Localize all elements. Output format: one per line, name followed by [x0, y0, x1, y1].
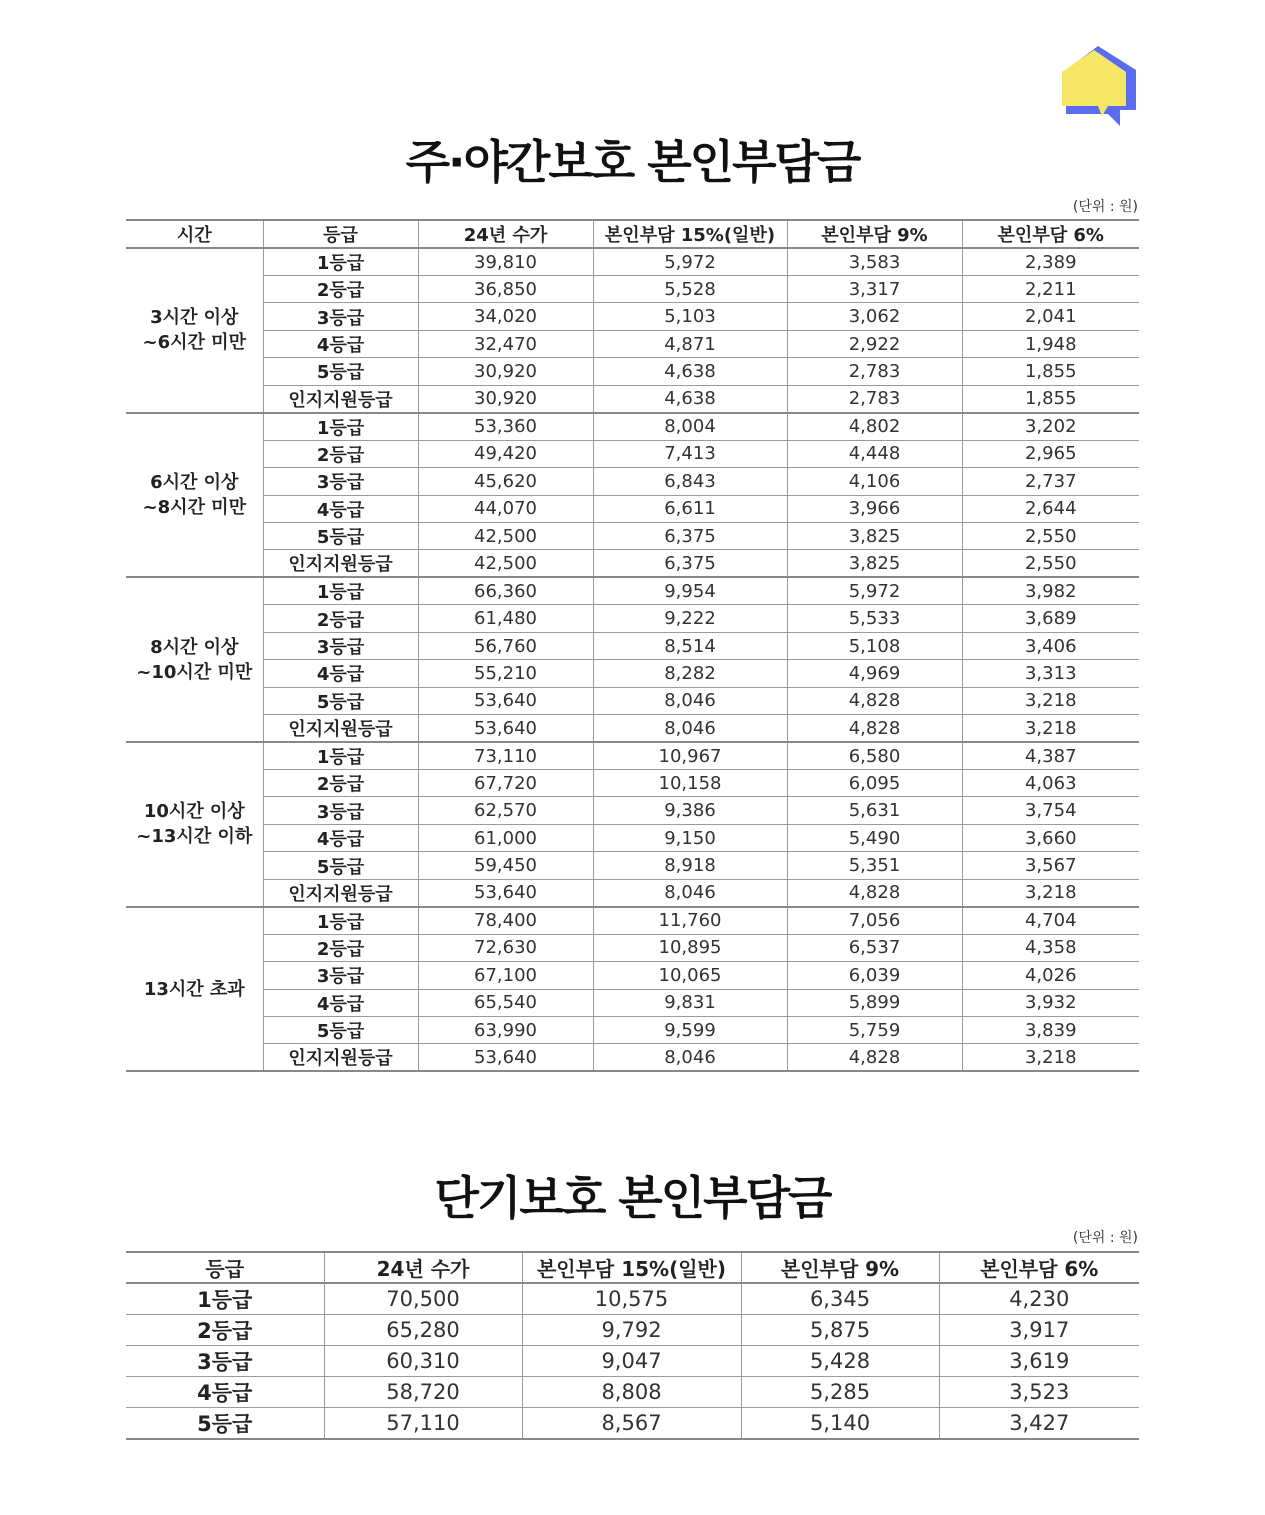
column-header: 본인부담 15%(일반)	[522, 1252, 741, 1283]
value-cell: 3,689	[962, 605, 1139, 632]
value-cell: 3,567	[962, 852, 1139, 879]
grade-cell: 3등급	[263, 797, 418, 824]
value-cell: 3,218	[962, 687, 1139, 714]
value-cell: 4,828	[787, 687, 962, 714]
table-row	[126, 962, 1139, 989]
grade-cell: 4등급	[126, 1377, 324, 1408]
table-row	[126, 522, 1139, 549]
grade-cell: 4등급	[263, 824, 418, 851]
value-cell: 5,875	[741, 1315, 939, 1346]
value-cell: 5,899	[787, 989, 962, 1016]
grade-cell: 5등급	[263, 522, 418, 549]
table-row	[126, 303, 1139, 330]
value-cell: 5,533	[787, 605, 962, 632]
value-cell: 5,103	[593, 303, 787, 330]
value-cell: 3,202	[962, 413, 1139, 441]
table-row	[126, 385, 1139, 413]
value-cell: 4,828	[787, 879, 962, 907]
table-row	[126, 797, 1139, 824]
value-cell: 2,737	[962, 468, 1139, 495]
value-cell: 6,537	[787, 934, 962, 961]
value-cell: 53,640	[418, 879, 593, 907]
value-cell: 11,760	[593, 907, 787, 935]
value-cell: 8,046	[593, 715, 787, 743]
value-cell: 8,808	[522, 1377, 741, 1408]
value-cell: 39,810	[418, 248, 593, 276]
grade-cell: 2등급	[263, 770, 418, 797]
grade-cell: 4등급	[263, 660, 418, 687]
value-cell: 4,969	[787, 660, 962, 687]
table-row	[126, 495, 1139, 522]
value-cell: 53,640	[418, 687, 593, 714]
value-cell: 2,389	[962, 248, 1139, 276]
value-cell: 4,026	[962, 962, 1139, 989]
table-row	[126, 742, 1139, 770]
value-cell: 3,218	[962, 879, 1139, 907]
value-cell: 8,046	[593, 687, 787, 714]
value-cell: 61,000	[418, 824, 593, 851]
value-cell: 53,360	[418, 413, 593, 441]
value-cell: 5,428	[741, 1346, 939, 1377]
grade-cell: 1등급	[126, 1283, 324, 1315]
table-row	[126, 330, 1139, 357]
grade-cell: 2등급	[263, 440, 418, 467]
value-cell: 72,630	[418, 934, 593, 961]
value-cell: 4,358	[962, 934, 1139, 961]
value-cell: 3,523	[939, 1377, 1139, 1408]
grade-cell: 3등급	[126, 1346, 324, 1377]
value-cell: 5,528	[593, 276, 787, 303]
value-cell: 67,720	[418, 770, 593, 797]
table-row	[126, 934, 1139, 961]
value-cell: 8,514	[593, 632, 787, 659]
value-cell: 8,004	[593, 413, 787, 441]
value-cell: 6,611	[593, 495, 787, 522]
day-night-copay-table	[126, 219, 1139, 1072]
value-cell: 56,760	[418, 632, 593, 659]
value-cell: 4,704	[962, 907, 1139, 935]
column-header: 본인부담 6%	[939, 1252, 1139, 1283]
value-cell: 3,917	[939, 1315, 1139, 1346]
grade-cell: 5등급	[263, 687, 418, 714]
value-cell: 9,150	[593, 824, 787, 851]
grade-cell: 2등급	[263, 605, 418, 632]
value-cell: 63,990	[418, 1017, 593, 1044]
value-cell: 57,110	[324, 1408, 522, 1440]
table-row	[126, 1346, 1139, 1377]
time-range-label: 13시간 초과	[126, 907, 263, 1072]
value-cell: 30,920	[418, 385, 593, 413]
value-cell: 3,754	[962, 797, 1139, 824]
unit-label: (단위 : 원)	[1072, 199, 1138, 215]
time-range-label: 6시간 이상 ~8시간 미만	[126, 413, 263, 578]
value-cell: 2,550	[962, 550, 1139, 578]
table-row	[126, 413, 1139, 441]
grade-cell: 1등급	[263, 413, 418, 441]
value-cell: 6,375	[593, 550, 787, 578]
value-cell: 3,583	[787, 248, 962, 276]
time-range-label: 8시간 이상 ~10시간 미만	[126, 577, 263, 742]
value-cell: 3,427	[939, 1408, 1139, 1440]
table-row	[126, 1377, 1139, 1408]
grade-cell: 5등급	[126, 1408, 324, 1440]
value-cell: 9,386	[593, 797, 787, 824]
value-cell: 78,400	[418, 907, 593, 935]
value-cell: 2,783	[787, 358, 962, 385]
value-cell: 53,640	[418, 715, 593, 743]
value-cell: 60,310	[324, 1346, 522, 1377]
table-row	[126, 907, 1139, 935]
value-cell: 3,982	[962, 577, 1139, 605]
value-cell: 10,895	[593, 934, 787, 961]
value-cell: 8,918	[593, 852, 787, 879]
value-cell: 1,855	[962, 385, 1139, 413]
table-row	[126, 660, 1139, 687]
value-cell: 3,966	[787, 495, 962, 522]
table-header-row	[126, 220, 1139, 248]
value-cell: 42,500	[418, 522, 593, 549]
value-cell: 2,922	[787, 330, 962, 357]
table-row	[126, 770, 1139, 797]
value-cell: 4,638	[593, 385, 787, 413]
value-cell: 8,046	[593, 1044, 787, 1072]
value-cell: 4,230	[939, 1283, 1139, 1315]
house-speech-bubble-icon	[1058, 40, 1142, 132]
value-cell: 3,406	[962, 632, 1139, 659]
grade-cell: 4등급	[263, 495, 418, 522]
value-cell: 4,387	[962, 742, 1139, 770]
grade-cell: 3등급	[263, 632, 418, 659]
value-cell: 5,108	[787, 632, 962, 659]
value-cell: 10,158	[593, 770, 787, 797]
value-cell: 3,660	[962, 824, 1139, 851]
grade-cell: 3등급	[263, 468, 418, 495]
column-header: 24년 수가	[418, 220, 593, 248]
value-cell: 4,871	[593, 330, 787, 357]
table-row	[126, 852, 1139, 879]
column-header: 본인부담 6%	[962, 220, 1139, 248]
value-cell: 49,420	[418, 440, 593, 467]
day-night-care-title: 주·야간보호 본인부담금	[405, 135, 860, 189]
value-cell: 2,783	[787, 385, 962, 413]
grade-cell: 5등급	[263, 358, 418, 385]
table-row	[126, 605, 1139, 632]
value-cell: 42,500	[418, 550, 593, 578]
grade-cell: 1등급	[263, 742, 418, 770]
value-cell: 1,855	[962, 358, 1139, 385]
table-row	[126, 276, 1139, 303]
column-header: 등급	[263, 220, 418, 248]
table-row	[126, 632, 1139, 659]
value-cell: 2,211	[962, 276, 1139, 303]
value-cell: 53,640	[418, 1044, 593, 1072]
table-row	[126, 468, 1139, 495]
value-cell: 32,470	[418, 330, 593, 357]
value-cell: 65,280	[324, 1315, 522, 1346]
value-cell: 9,954	[593, 577, 787, 605]
value-cell: 66,360	[418, 577, 593, 605]
time-range-label: 10시간 이상 ~13시간 이하	[126, 742, 263, 907]
grade-cell: 인지지원등급	[263, 879, 418, 907]
grade-cell: 4등급	[263, 330, 418, 357]
value-cell: 34,020	[418, 303, 593, 330]
value-cell: 36,850	[418, 276, 593, 303]
value-cell: 4,638	[593, 358, 787, 385]
grade-cell: 인지지원등급	[263, 550, 418, 578]
table-row	[126, 577, 1139, 605]
column-header: 등급	[126, 1252, 324, 1283]
value-cell: 4,828	[787, 715, 962, 743]
value-cell: 5,285	[741, 1377, 939, 1408]
value-cell: 4,106	[787, 468, 962, 495]
grade-cell: 2등급	[263, 934, 418, 961]
value-cell: 2,965	[962, 440, 1139, 467]
table-row	[126, 1408, 1139, 1440]
value-cell: 44,070	[418, 495, 593, 522]
short-term-care-title: 단기보호 본인부담금	[434, 1171, 831, 1225]
value-cell: 9,222	[593, 605, 787, 632]
value-cell: 3,839	[962, 1017, 1139, 1044]
value-cell: 9,831	[593, 989, 787, 1016]
column-header: 본인부담 9%	[787, 220, 962, 248]
grade-cell: 인지지원등급	[263, 385, 418, 413]
value-cell: 9,792	[522, 1315, 741, 1346]
value-cell: 10,967	[593, 742, 787, 770]
grade-cell: 2등급	[126, 1315, 324, 1346]
value-cell: 6,375	[593, 522, 787, 549]
value-cell: 61,480	[418, 605, 593, 632]
value-cell: 9,599	[593, 1017, 787, 1044]
value-cell: 3,825	[787, 550, 962, 578]
table-row	[126, 687, 1139, 714]
value-cell: 10,065	[593, 962, 787, 989]
value-cell: 55,210	[418, 660, 593, 687]
table-row	[126, 989, 1139, 1016]
value-cell: 2,041	[962, 303, 1139, 330]
grade-cell: 1등급	[263, 907, 418, 935]
grade-cell: 1등급	[263, 248, 418, 276]
value-cell: 1,948	[962, 330, 1139, 357]
value-cell: 4,828	[787, 1044, 962, 1072]
value-cell: 3,317	[787, 276, 962, 303]
value-cell: 3,619	[939, 1346, 1139, 1377]
value-cell: 3,825	[787, 522, 962, 549]
grade-cell: 3등급	[263, 303, 418, 330]
short-term-copay-table	[126, 1251, 1139, 1440]
value-cell: 59,450	[418, 852, 593, 879]
column-header: 24년 수가	[324, 1252, 522, 1283]
value-cell: 58,720	[324, 1377, 522, 1408]
value-cell: 4,063	[962, 770, 1139, 797]
grade-cell: 5등급	[263, 1017, 418, 1044]
value-cell: 4,802	[787, 413, 962, 441]
grade-cell: 3등급	[263, 962, 418, 989]
value-cell: 67,100	[418, 962, 593, 989]
value-cell: 4,448	[787, 440, 962, 467]
value-cell: 70,500	[324, 1283, 522, 1315]
table-row	[126, 440, 1139, 467]
table-row	[126, 1017, 1139, 1044]
value-cell: 5,631	[787, 797, 962, 824]
value-cell: 8,046	[593, 879, 787, 907]
value-cell: 2,550	[962, 522, 1139, 549]
grade-cell: 인지지원등급	[263, 715, 418, 743]
value-cell: 6,843	[593, 468, 787, 495]
value-cell: 8,282	[593, 660, 787, 687]
table-row	[126, 550, 1139, 578]
table-row	[126, 1315, 1139, 1346]
grade-cell: 1등급	[263, 577, 418, 605]
table-header-row	[126, 1252, 1139, 1283]
value-cell: 5,972	[593, 248, 787, 276]
value-cell: 30,920	[418, 358, 593, 385]
value-cell: 5,490	[787, 824, 962, 851]
value-cell: 7,413	[593, 440, 787, 467]
value-cell: 6,580	[787, 742, 962, 770]
grade-cell: 4등급	[263, 989, 418, 1016]
value-cell: 3,062	[787, 303, 962, 330]
grade-cell: 인지지원등급	[263, 1044, 418, 1072]
value-cell: 73,110	[418, 742, 593, 770]
value-cell: 3,218	[962, 715, 1139, 743]
value-cell: 5,140	[741, 1408, 939, 1440]
value-cell: 2,644	[962, 495, 1139, 522]
table-row	[126, 824, 1139, 851]
value-cell: 7,056	[787, 907, 962, 935]
table-row	[126, 248, 1139, 276]
value-cell: 65,540	[418, 989, 593, 1016]
grade-cell: 2등급	[263, 276, 418, 303]
value-cell: 5,972	[787, 577, 962, 605]
time-range-label: 3시간 이상 ~6시간 미만	[126, 248, 263, 413]
value-cell: 3,932	[962, 989, 1139, 1016]
value-cell: 3,218	[962, 1044, 1139, 1072]
table-row	[126, 1044, 1139, 1072]
column-header: 본인부담 9%	[741, 1252, 939, 1283]
value-cell: 45,620	[418, 468, 593, 495]
value-cell: 5,351	[787, 852, 962, 879]
table-row	[126, 715, 1139, 743]
value-cell: 62,570	[418, 797, 593, 824]
table-row	[126, 879, 1139, 907]
value-cell: 6,095	[787, 770, 962, 797]
value-cell: 8,567	[522, 1408, 741, 1440]
column-header: 시간	[126, 220, 263, 248]
table-row	[126, 358, 1139, 385]
value-cell: 3,313	[962, 660, 1139, 687]
column-header: 본인부담 15%(일반)	[593, 220, 787, 248]
value-cell: 10,575	[522, 1283, 741, 1315]
grade-cell: 5등급	[263, 852, 418, 879]
value-cell: 9,047	[522, 1346, 741, 1377]
value-cell: 5,759	[787, 1017, 962, 1044]
value-cell: 6,039	[787, 962, 962, 989]
value-cell: 6,345	[741, 1283, 939, 1315]
unit-label: (단위 : 원)	[1072, 1230, 1138, 1246]
table-row	[126, 1283, 1139, 1315]
